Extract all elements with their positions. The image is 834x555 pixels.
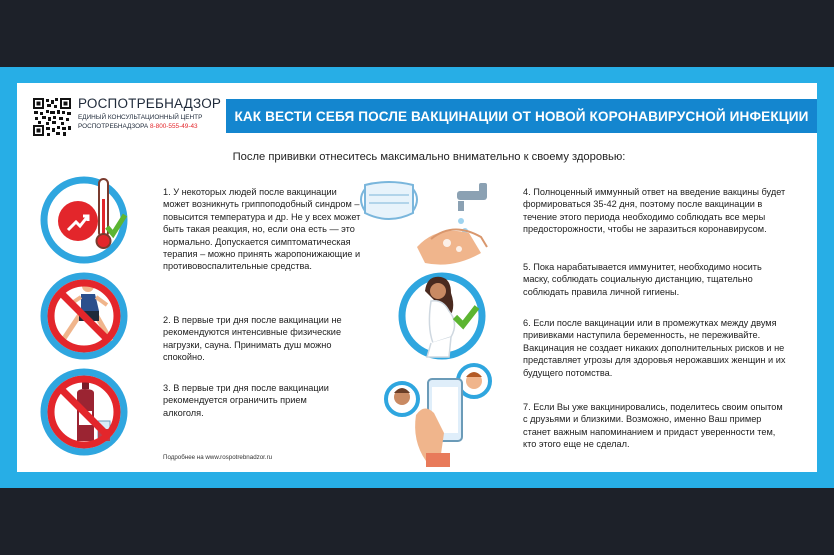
no-running-icon [39, 271, 129, 361]
tip-5: 5. Пока нарабатывается иммунитет, необходимо носить маску, соблюдать социальную дистанцию, тщательно соблюдать правила личной гигиены. [523, 262, 762, 297]
tip-2: 2. В первые три дня после вакцинации не рекомендуются интенсивные физические нагрузки, сауна. Принимать душ можно спокойно. [163, 315, 342, 363]
brand-subtitle [78, 114, 228, 131]
mask-handwash-icon [357, 177, 517, 273]
pregnant-woman-icon [397, 271, 487, 361]
page-title: КАК ВЕСТИ СЕБЯ ПОСЛЕ ВАКЦИНАЦИИ ОТ НОВОЙ КОРОНАВИРУСНОЙ ИНФЕКЦИИ [234, 108, 809, 124]
tip-7: 7. Если Вы уже вакцинировались, поделитесь своим опытом с друзьями и близкими. Возможно, именно Ваш пример станет важным напоминанием и придаст уверенности тем, кто этого еще не сделал. [523, 402, 783, 450]
tip-1: 1. У некоторых людей после вакцинации может возникнуть гриппоподобный синдром – повысится температура и др. Не у всех может быть такая реакция, но, если она есть — это нормально. Допускается симптоматическая терапия – можно принять жаропонижающие и противовоспалительные средства. [163, 187, 361, 272]
brand-block [78, 96, 228, 131]
brand-name: РОСПОТРЕБНАДЗОР [78, 96, 222, 111]
thermometer-icon [39, 175, 129, 265]
qr-code-icon [33, 98, 71, 136]
subtitle: После прививки отнеситесь максимально внимательно к своему здоровью: [232, 151, 626, 163]
tip-4: 4. Полноценный иммунный ответ на введение вакцины будет формироваться 35-42 дня, поэтому после вакцинации в течение этого периода необходимо соблюдать все меры предосторожности, чтобы не заразиться коронавирусом. [523, 187, 786, 235]
brand-sub-line1: ЕДИНЫЙ КОНСУЛЬТАЦИОННЫЙ ЦЕНТР [78, 114, 203, 121]
phone-chat-icon [382, 361, 502, 469]
footer-link[interactable]: Подробнее на www.rospotrebnadzor.ru [163, 454, 273, 461]
title-banner [226, 99, 817, 133]
tip-6: 6. Если после вакцинации или в промежутках между двумя прививками наступила беременность, не переживайте. Вакцинация не создает никаких дополнительных рисков и не представляет угрозы для здоровья нерожавших женщин и их будущего потомства. [523, 318, 786, 378]
brand-sub-line2: РОСПОТРЕБНАДЗОРА [78, 122, 149, 130]
tip-3: 3. В первые три дня после вакцинации рекомендуется ограничить прием алкоголя. [163, 383, 329, 418]
infographic-card [17, 83, 817, 472]
no-alcohol-icon [39, 367, 129, 457]
brand-phone: 8-800-555-49-43 [149, 122, 198, 130]
